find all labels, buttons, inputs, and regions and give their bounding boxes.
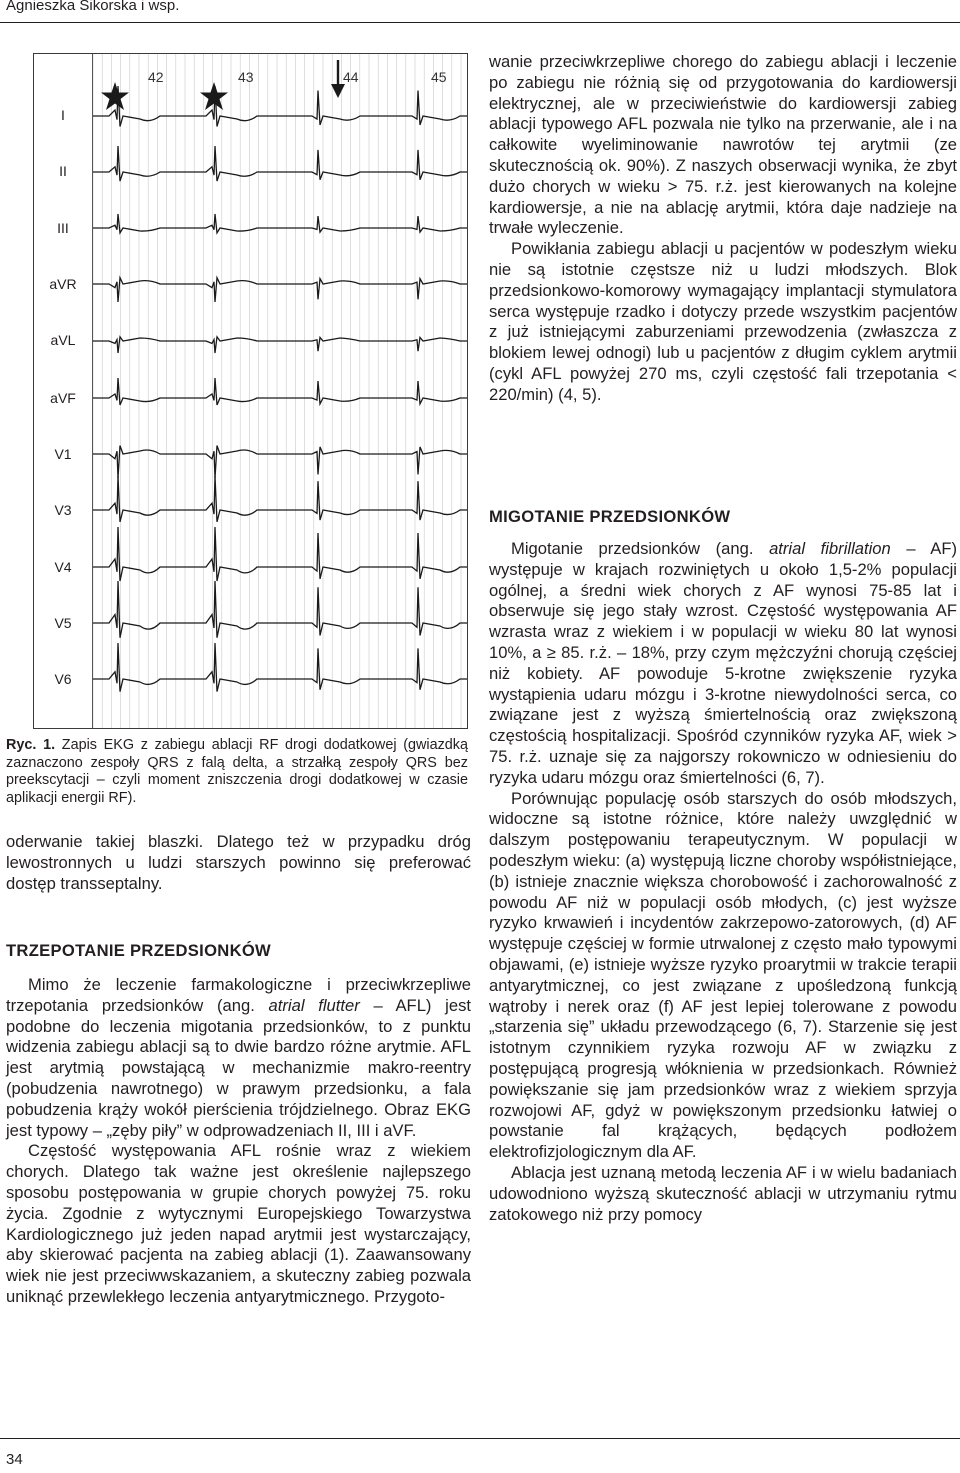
beat-number: 45 <box>431 69 447 85</box>
ecg-lead-trace <box>93 214 467 233</box>
ecg-lead-trace <box>93 86 467 127</box>
paragraph: oderwanie takiej blaszki. Dlatego też w przypadku dróg lewostronnych u ludzi starszych powinno się preferować dostęp transseptalny. <box>6 832 471 893</box>
text-run: Migotanie przedsionków (ang. <box>511 539 770 558</box>
ecg-figure <box>33 53 468 729</box>
paragraph: Powikłania zabiegu ablacji u pacjentów w podeszłym wieku nie są istotnie częstsze niż u ludzi młodszych. Blok przedsionkowo-komorowy wymagający implantacji stymulatora serca występuje rzadko i dotyczy przede wszystkim pacjentów z już istniejącymi zaburzeniami przewodzenia (zwłaszcza z blokiem lewej odnogi) lub u pacjentów z długim cyklem arytmii (cykl AFL powyżej 270 ms, czyli częstość fali trzepotania < 220/min) (4, 5). <box>489 239 957 404</box>
lead-label: aVR <box>49 276 77 292</box>
section-heading: MIGOTANIE PRZEDSIONKÓW <box>489 507 731 526</box>
lead-label-column <box>34 54 93 728</box>
left-column-text <box>6 975 471 1308</box>
lead-label: V1 <box>54 446 72 462</box>
section-heading: TRZEPOTANIE PRZEDSIONKÓW <box>6 941 272 960</box>
ecg-lead-trace <box>93 643 467 692</box>
lead-label: aVF <box>50 390 76 406</box>
footer-rule <box>0 1438 960 1439</box>
paragraph: Ablacja jest uznaną metodą leczenia AF i w wielu badaniach udowodniono wyższą skuteczność ablacji w utrzymaniu rytmu zatokowego niż przy pomocy <box>489 1162 957 1224</box>
ecg-lead-trace <box>93 337 467 353</box>
star-marker-icon <box>101 82 129 110</box>
header-rule <box>0 22 960 23</box>
beat-number: 43 <box>238 69 254 85</box>
page-number: 34 <box>6 1451 23 1468</box>
paragraph: wanie przeciwkrzepliwe chorego do zabiegu ablacji i leczenie po zabiegu nie różnią się od przygotowania do kardiowersji elektrycznej, ale w przeciwieństwie do kardiowersji zabieg ablacji typowego AFL pozwala nie tylko na przerwanie, ale i na całkowite wyeliminowanie nawrotów tej arytmii (ze skutecznością ok. 90%). Z naszych obserwacji wynika, że zbyt dużo chorych w wieku > 75. r.ż. jest kierowanych na kolejne kardiowersje, a nie na ablację arytmii, która daje nadzieje na trwałe wyleczenie. <box>489 52 957 238</box>
ecg-traces <box>93 54 467 728</box>
text-run: – AF) występuje w krajach rozwiniętych u około 1,5-2% populacji ogólnej, a średni wiek chorych z AF wynosi 75-85 lat i obserwuje się jego stały wzrost. Częstość występowania AF wzrasta wraz z wiekiem i w populacji w wieku 80 lat wynosi 10%, a ≥ 85. r.ż. – 18%, przy czym mężczyźni chorują częściej niż kobiety. AF powoduje 5-krotne zwiększenie ryzyka wystąpienia udaru mózgu i 3-krotne niewydolności serca, co związane jest z wyższą śmiertelnością oraz zwiększoną częstością hospitalizacji. Spośród czynników ryzyka AF, wiek > 75. r.ż. uznaje się za najgorszy rokowniczo w odniesieniu do ryzyka udaru mózgu oraz śmiertelności (6, 7). <box>489 539 957 787</box>
paragraph: Częstość występowania AFL rośnie wraz z wiekiem chorych. Dlatego tak ważne jest określenie najlepszego sposobu postępowania w grupie chorych powyżej 75. roku życia. Zgodnie z wytycznymi Europejskiego Towarzystwa Kardiologicznego już jeden napad arytmii jest wystarczający, aby skierować pacjenta na zabieg ablacji (1). Zaawansowany wiek nie jest przeciwwskazaniem, a skuteczny zabieg pozwala uniknąć przewlekłego leczenia antyarytmicznego. Przygoto- <box>6 1141 471 1306</box>
left-column-text-top <box>6 832 471 894</box>
caption-label: Ryc. 1. <box>6 737 56 753</box>
text-run: – AFL) jest podobne do leczenia migotania przedsionków, to z punktu widzenia zabiegu ablacji są to dwie bardzo różne arytmie. AFL jest arytmią powstającą w mechanizmie makro-reentry (pobudzenia nawrotnego) w prawym przedsionku, a fala pobudzenia krąży wokół pierścienia trójdzielnego. Obraz EKG jest typowy – „zęby piły” w odprowadzeniach II, III i aVF. <box>6 995 471 1140</box>
lead-label: V4 <box>54 559 72 575</box>
text-run: Mimo że leczenie farmakologiczne i przeciwkrzepliwe trzepotania przedsionków (ang. <box>6 975 471 1015</box>
running-head: Agnieszka Sikorska i wsp. <box>6 0 180 14</box>
caption-text: Zapis EKG z zabiegu ablacji RF drogi dodatkowej (gwiazdką zaznaczono zespoły QRS z falą delta, a strzałką zespoły QRS bez preekscytacji – czyli moment zniszczenia drogi dodatkowej w czasie aplikacji energii RF). <box>6 737 468 806</box>
paragraph <box>489 539 957 789</box>
paragraph: Porównując populację osób starszych do osób młodszych, widoczne są istotne różnice, które należy uwzględnić w dalszym postępowaniu terapeutycznym. W populacji w podeszłym wieku: (a) występują liczne choroby współistniejące, (b) istnieje znacznie większa chorobowość i zachorowalność z powodu AF niż w populacji osób młodych, (c) jest wyższe ryzyko krwawień i incydentów zakrzepowo-zatorowych, (d) AF występuje częściej w formie utrwalonej z często mało typowymi objawami, (e) istnieje wyższe ryzyko proarytmii w trakcie terapii antyarytmicznej, co jest związane z upośledzoną funkcją wątroby i nerek oraz (f) AF jest lepiej tolerowane z powodu „starzenia się” układu przewodzącego (6, 7). Starzenie się jest istotnym czynnikiem ryzyka rozwoju AF w związku z postępującą progresją włóknienia w przedsionkach. Również powiększanie się jam przedsionków wraz z wiekiem sprzyja rozwojowi AF, gdyż w powiększonym przedsionku łatwiej o powstanie fal krążących, będących podłożem elektrofizjologicznym dla AF. <box>489 788 957 1162</box>
ecg-lead-trace <box>93 527 467 581</box>
figure-caption <box>6 737 468 807</box>
text-run-italic: atrial flutter <box>268 995 360 1015</box>
ecg-lead-trace <box>93 278 467 302</box>
lead-label: V5 <box>54 615 72 631</box>
right-column-text-top <box>489 52 957 406</box>
lead-label: III <box>57 220 69 236</box>
lead-label: II <box>59 163 67 179</box>
text-run-italic: atrial fibrillation <box>769 539 891 558</box>
ecg-lead-trace <box>93 476 467 522</box>
ecg-trace-area <box>93 54 467 728</box>
paragraph <box>6 975 471 1141</box>
right-column-text <box>489 539 957 1225</box>
beat-number: 42 <box>148 69 164 85</box>
beat-number: 44 <box>343 69 359 85</box>
ecg-lead-trace <box>93 581 467 638</box>
ecg-lead-trace <box>93 146 467 181</box>
ecg-lead-trace <box>93 446 467 478</box>
lead-label: I <box>61 107 65 123</box>
lead-label: V3 <box>54 502 72 518</box>
ecg-lead-trace <box>93 378 467 405</box>
lead-label: aVL <box>50 332 76 348</box>
lead-label: V6 <box>54 671 72 687</box>
